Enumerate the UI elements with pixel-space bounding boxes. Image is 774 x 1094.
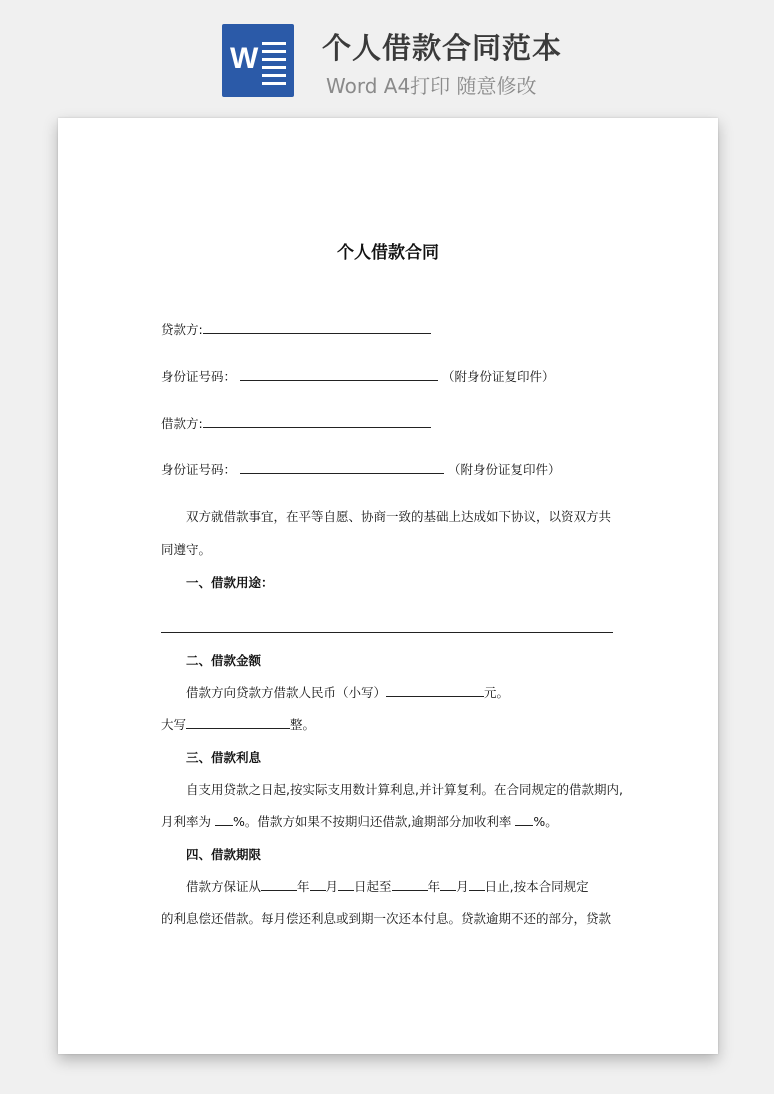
interest-line-1: 自支用贷款之日起,按实际支用数计算利息,并计算复利。在合同规定的借款期内, bbox=[186, 782, 623, 797]
term-line-2: 的利息偿还借款。每月偿还利息或到期一次还本付息。贷款逾期不还的部分，贷款 bbox=[161, 911, 612, 926]
start-year-blank[interactable] bbox=[261, 878, 297, 891]
section-3-title: 三、借款利息 bbox=[186, 750, 262, 765]
intro-line-1: 双方就借款事宜，在平等自愿、协商一致的基础上达成如下协议，以资双方共 bbox=[186, 509, 612, 524]
start-day-blank[interactable] bbox=[338, 878, 354, 891]
lender-id-blank[interactable] bbox=[240, 368, 438, 381]
section-1-title: 一、借款用途： bbox=[186, 575, 274, 590]
end-month-blank[interactable] bbox=[440, 878, 456, 891]
borrower-id-label: 身份证号码： bbox=[161, 462, 237, 477]
interest-line-2 bbox=[161, 812, 558, 830]
start-month-blank[interactable] bbox=[310, 878, 326, 891]
term-text-a: 借款方保证从 bbox=[186, 879, 262, 894]
interest-rate-label: 月利率为 bbox=[161, 814, 212, 829]
amount-upper-suffix: 整。 bbox=[290, 717, 316, 732]
banner-header bbox=[0, 0, 774, 110]
section-4-title: 四、借款期限 bbox=[186, 847, 262, 862]
overdue-rate-blank[interactable] bbox=[515, 813, 533, 826]
banner-subtitle: Word A4打印 随意修改 bbox=[326, 74, 537, 98]
interest-text-b: %。借款方如果不按期归还借款,逾期部分加收利率 bbox=[233, 814, 512, 829]
word-icon bbox=[222, 24, 294, 97]
amount-lowercase-blank[interactable] bbox=[386, 684, 484, 697]
borrower-id-blank[interactable] bbox=[240, 461, 444, 474]
monthly-rate-blank[interactable] bbox=[215, 813, 233, 826]
banner-title: 个人借款合同范本 bbox=[322, 31, 563, 65]
section-2-title: 二、借款金额 bbox=[186, 653, 262, 668]
amount-uppercase-blank[interactable] bbox=[186, 716, 290, 729]
borrower-id-line bbox=[161, 460, 561, 478]
watermark bbox=[89, 469, 117, 497]
end-day-blank[interactable] bbox=[469, 878, 485, 891]
word-icon-letter: W bbox=[230, 42, 259, 75]
document-title: 个人借款合同 bbox=[337, 243, 439, 263]
lender-label: 贷款方: bbox=[161, 322, 203, 337]
intro-line-2: 同遵守。 bbox=[161, 542, 212, 557]
term-text-e: 年 bbox=[427, 879, 441, 894]
lender-blank[interactable] bbox=[203, 321, 431, 334]
amount-text-a: 借款方向贷款方借款人民币（小写） bbox=[186, 685, 387, 700]
borrower-line bbox=[161, 414, 431, 432]
term-text-b: 年 bbox=[297, 879, 310, 894]
interest-text-c: %。 bbox=[533, 814, 558, 829]
term-text-f: 月 bbox=[456, 879, 469, 894]
borrower-id-note: （附身份证复印件） bbox=[447, 462, 561, 477]
amount-line-2 bbox=[161, 715, 315, 733]
term-line-1 bbox=[186, 877, 589, 895]
word-icon-lines bbox=[262, 42, 286, 90]
end-year-blank[interactable] bbox=[392, 878, 428, 891]
amount-text-b: 元。 bbox=[484, 685, 510, 700]
lender-line bbox=[161, 320, 431, 338]
term-text-c: 月 bbox=[325, 879, 339, 894]
amount-line-1 bbox=[186, 683, 509, 701]
borrower-label: 借款方: bbox=[161, 416, 203, 431]
term-text-g: 日止,按本合同规定 bbox=[484, 879, 589, 894]
term-text-d: 日起至 bbox=[354, 879, 392, 894]
borrower-blank[interactable] bbox=[203, 415, 431, 428]
purpose-blank-line[interactable] bbox=[161, 632, 613, 633]
lender-id-note: （附身份证复印件） bbox=[441, 369, 555, 384]
lender-id-label: 身份证号码： bbox=[161, 369, 237, 384]
amount-upper-label: 大写 bbox=[161, 717, 187, 732]
lender-id-line bbox=[161, 367, 555, 385]
document-page bbox=[58, 118, 718, 1054]
